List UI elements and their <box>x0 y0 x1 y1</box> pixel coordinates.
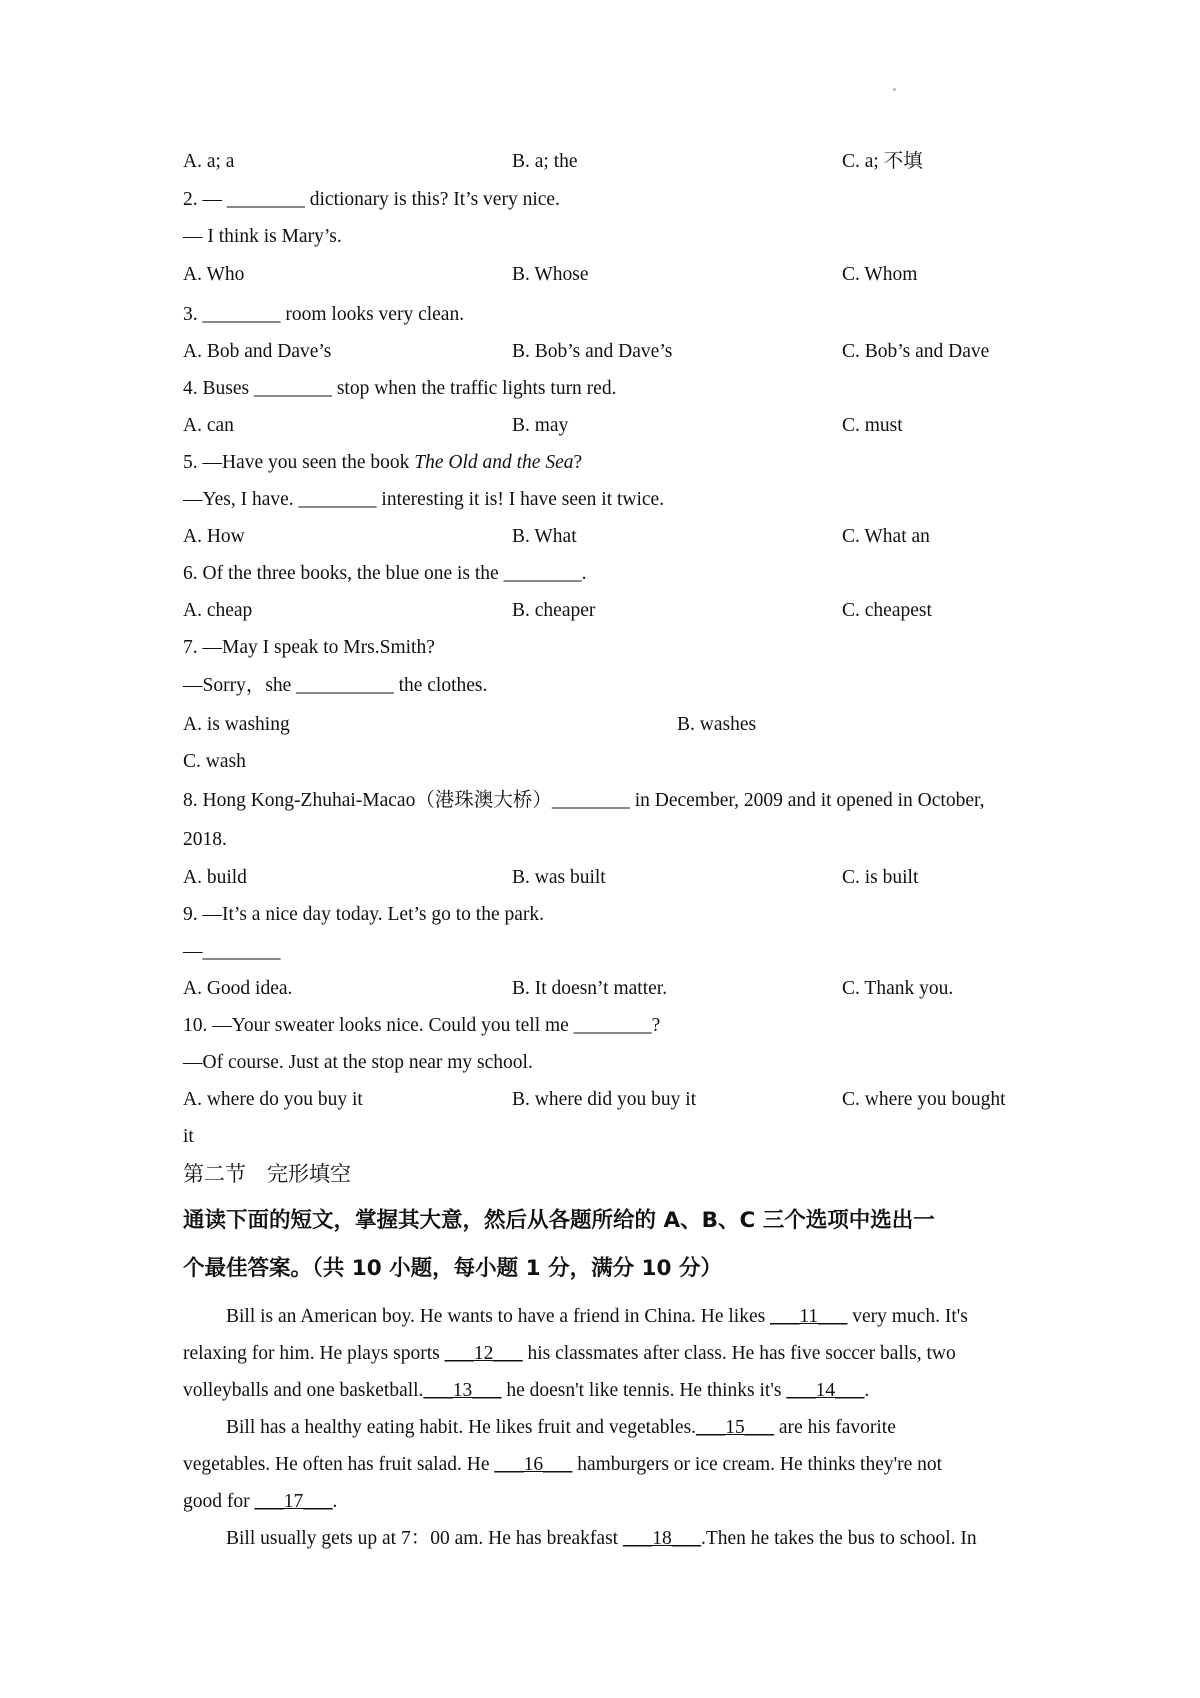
q9-option-a: A. Good idea. <box>183 978 293 999</box>
q2-reply: — I think is Mary’s. <box>183 226 342 247</box>
q3-option-c: C. Bob’s and Dave <box>842 341 990 362</box>
passage-text: relaxing for him. He plays sports <box>183 1343 445 1364</box>
q8-stem-continued: 2018. <box>183 829 227 850</box>
q4-stem: 4. Buses ________ stop when the traffic lights turn red. <box>183 378 617 399</box>
q9-reply: —________ <box>183 941 281 962</box>
passage-text: good for <box>183 1491 255 1512</box>
blank-15: ___15___ <box>696 1417 775 1438</box>
q2-option-a: A. Who <box>183 264 245 285</box>
q3-stem: 3. ________ room looks very clean. <box>183 304 465 325</box>
q10-option-b: B. where did you buy it <box>512 1089 697 1110</box>
q9-stem: 9. —It’s a nice day today. Let’s go to the park. <box>183 904 545 925</box>
q6-option-c: C. cheapest <box>842 600 932 621</box>
instruction-line-1: 通读下面的短文，掌握其大意，然后从各题所给的 A、B、C 三个选项中选出一 <box>183 1208 935 1233</box>
passage-text: vegetables. He often has fruit salad. He <box>183 1454 495 1475</box>
blank-16: ___16___ <box>494 1454 573 1475</box>
q5-stem-text: 5. —Have you seen the book <box>183 452 415 473</box>
q4-option-c: C. must <box>842 415 903 436</box>
q7-option-a: A. is washing <box>183 714 290 735</box>
passage-p3-line1 <box>226 1529 1071 1549</box>
passage-text: .Then he takes the bus to school. In <box>700 1528 977 1549</box>
q7-option-c: C. wash <box>183 751 246 772</box>
passage-text: he doesn't like tennis. He thinks it's <box>501 1380 787 1401</box>
q9-option-b: B. It doesn’t matter. <box>512 978 668 999</box>
q1-option-b: B. a; the <box>512 151 578 172</box>
q6-option-a: A. cheap <box>183 600 253 621</box>
q5-option-b: B. What <box>512 526 577 547</box>
passage-text: very much. It's <box>847 1306 968 1327</box>
q2-stem: 2. — ________ dictionary is this? It’s very nice. <box>183 189 560 210</box>
q10-option-c: C. where you bought <box>842 1089 1006 1110</box>
scan-mark <box>893 88 896 91</box>
q7-stem: 7. —May I speak to Mrs.Smith? <box>183 637 435 658</box>
passage-text: . <box>332 1491 338 1512</box>
instruction-line-2: 个最佳答案。（共 10 小题，每小题 1 分，满分 10 分） <box>183 1256 722 1281</box>
passage-p1-line2 <box>183 1344 1028 1364</box>
blank-13: ___13___ <box>423 1380 502 1401</box>
q3-option-a: A. Bob and Dave’s <box>183 341 332 362</box>
q5-stem <box>183 453 582 473</box>
q5-option-a: A. How <box>183 526 245 547</box>
section-heading: 第二节 完形填空 <box>183 1162 351 1186</box>
q3-option-b: B. Bob’s and Dave’s <box>512 341 673 362</box>
q7-option-b: B. washes <box>677 714 757 735</box>
passage-text: Bill usually gets up at 7：00 am. He has breakfast <box>226 1528 623 1549</box>
q7-reply: —Sorry，she __________ the clothes. <box>183 675 488 696</box>
q5-option-c: C. What an <box>842 526 930 547</box>
q5-reply: —Yes, I have. ________ interesting it is! I have seen it twice. <box>183 489 665 510</box>
q1-option-c: C. a; 不填 <box>842 151 923 172</box>
blank-18: ___18___ <box>622 1528 701 1549</box>
q8-option-a: A. build <box>183 867 247 888</box>
blank-11: ___11___ <box>770 1306 848 1327</box>
q10-reply: —Of course. Just at the stop near my school. <box>183 1052 533 1073</box>
q10-stem: 10. —Your sweater looks nice. Could you tell me ________? <box>183 1015 661 1036</box>
passage-text: hamburgers or ice cream. He thinks they're not <box>572 1454 943 1475</box>
blank-12: ___12___ <box>444 1343 523 1364</box>
q8-stem: 8. Hong Kong-Zhuhai-Macao（港珠澳大桥）________ in December, 2009 and it opened in October, <box>183 790 985 811</box>
passage-p1-line3 <box>183 1381 1028 1401</box>
q5-stem-end: ? <box>573 452 583 473</box>
blank-17: ___17___ <box>254 1491 333 1512</box>
q4-option-a: A. can <box>183 415 234 436</box>
q6-option-b: B. cheaper <box>512 600 596 621</box>
q4-option-b: B. may <box>512 415 569 436</box>
q6-stem: 6. Of the three books, the blue one is the ________. <box>183 563 587 584</box>
passage-p2-line2 <box>183 1455 1028 1475</box>
passage-text: are his favorite <box>774 1417 896 1438</box>
passage-text: . <box>864 1380 870 1401</box>
q9-option-c: C. Thank you. <box>842 978 954 999</box>
passage-text: his classmates after class. He has five soccer balls, two <box>522 1343 956 1364</box>
q8-option-b: B. was built <box>512 867 606 888</box>
passage-p2-line3 <box>183 1492 1028 1512</box>
passage-text: volleyballs and one basketball. <box>183 1380 424 1401</box>
q5-book-title: The Old and the Sea <box>414 452 574 473</box>
passage-p2-line1 <box>226 1418 1071 1438</box>
blank-14: ___14___ <box>786 1380 865 1401</box>
q10-option-c-continued: it <box>183 1126 194 1147</box>
q2-option-c: C. Whom <box>842 264 918 285</box>
q2-option-b: B. Whose <box>512 264 589 285</box>
q10-option-a: A. where do you buy it <box>183 1089 363 1110</box>
passage-p1-line1 <box>226 1307 1071 1327</box>
q1-option-a: A. a; a <box>183 151 235 172</box>
passage-text: Bill is an American boy. He wants to have a friend in China. He likes <box>226 1306 771 1327</box>
q8-option-c: C. is built <box>842 867 919 888</box>
passage-text: Bill has a healthy eating habit. He likes fruit and vegetables. <box>226 1417 697 1438</box>
